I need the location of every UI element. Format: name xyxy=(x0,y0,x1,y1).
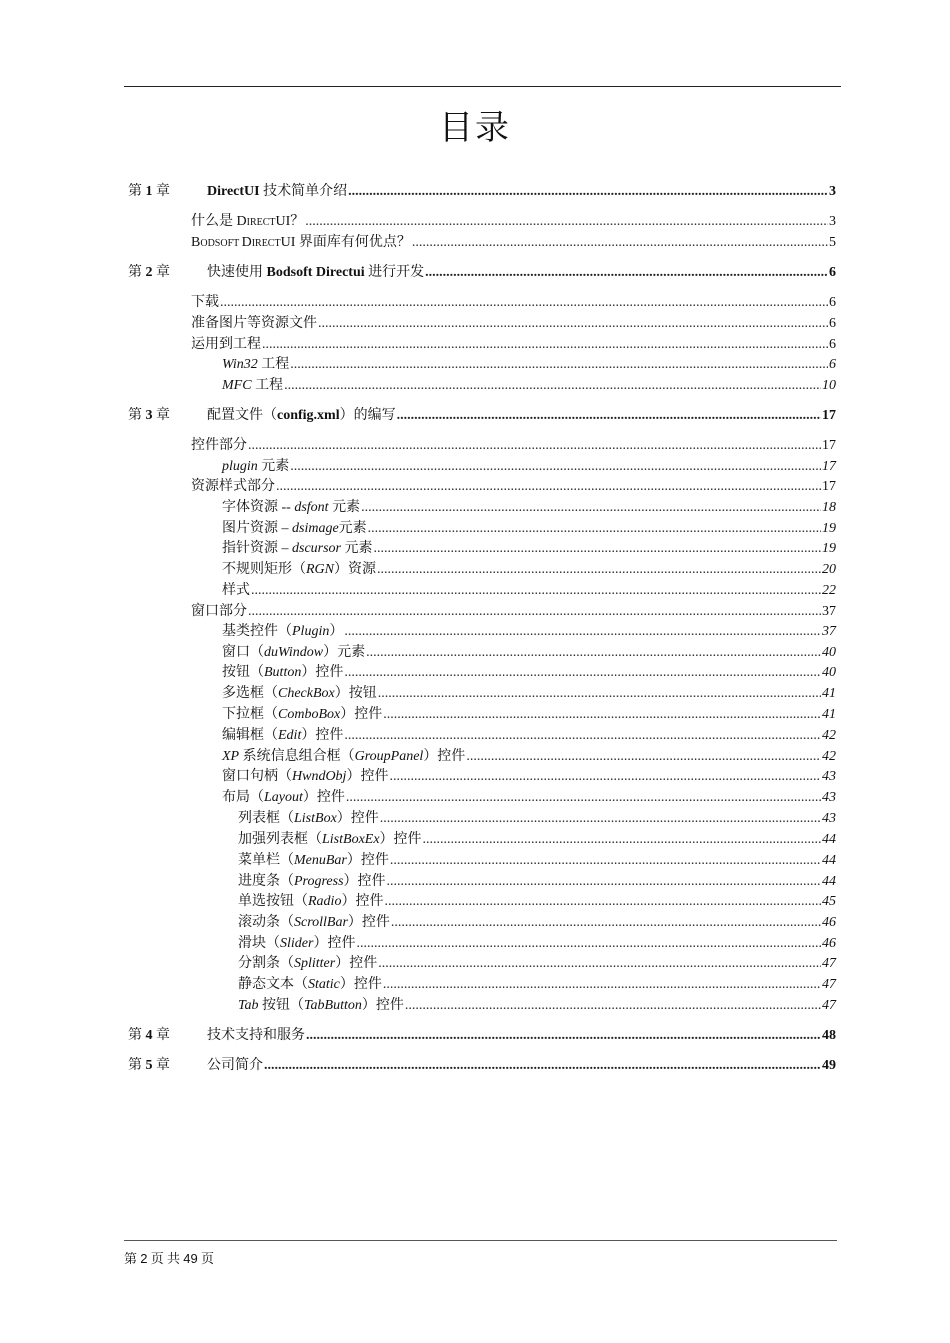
toc-page-number: 44 xyxy=(822,874,836,889)
toc-page-number: 43 xyxy=(822,769,836,784)
toc-page-number: 20 xyxy=(822,562,836,577)
toc-page-number: 43 xyxy=(822,811,836,826)
toc-text-fragment: 编辑框（ xyxy=(222,728,278,743)
toc-text-fragment: 系统信息组合框（ xyxy=(239,749,355,764)
chapter-number: 第 2 章 xyxy=(128,265,170,280)
toc-text-fragment: CheckBox xyxy=(278,686,335,701)
chapter-number: 第 4 章 xyxy=(128,1028,170,1043)
toc-text-fragment: ）控件 xyxy=(313,936,356,951)
toc-text-fragment: ScrollBar xyxy=(294,915,348,930)
footer-rule xyxy=(124,1240,837,1241)
toc-page-number: 48 xyxy=(822,1028,836,1043)
toc-text-fragment: 多选框（ xyxy=(222,686,278,701)
dot-leader xyxy=(405,997,821,1015)
toc-entry[interactable] xyxy=(238,997,836,1015)
toc-page-number: 45 xyxy=(822,894,836,909)
toc-text-fragment: 技术支持和服务 xyxy=(207,1028,305,1043)
toc-page-number: 19 xyxy=(822,521,836,536)
toc-text-fragment: ）控件 xyxy=(302,790,345,805)
toc-entry-label xyxy=(128,183,347,201)
toc-page-number: 41 xyxy=(822,707,836,722)
toc-page-number: 6 xyxy=(829,357,836,372)
dot-leader xyxy=(466,748,821,766)
toc-entry[interactable] xyxy=(191,336,836,354)
toc-entry-label xyxy=(128,407,396,425)
dot-leader xyxy=(361,499,821,517)
dot-leader xyxy=(391,914,821,932)
toc-text-fragment: ）控件 xyxy=(339,977,382,992)
toc-text-fragment: MenuBar xyxy=(294,853,347,868)
toc-page-number: 10 xyxy=(822,378,836,393)
toc-page-number: 6 xyxy=(829,316,836,331)
toc-entry[interactable] xyxy=(238,831,836,849)
toc-entry-label xyxy=(222,561,376,579)
toc-entry[interactable] xyxy=(238,873,836,891)
toc-entry-label xyxy=(191,336,261,354)
toc-text-fragment: 进行开发 xyxy=(364,265,425,280)
toc-page-number: 6 xyxy=(829,295,836,310)
toc-entry-label xyxy=(222,727,343,745)
footer-suffix: 页 xyxy=(197,1251,214,1266)
dot-leader xyxy=(389,768,821,786)
toc-text-fragment: ） xyxy=(329,624,344,639)
toc-text-fragment: ）控件 xyxy=(335,956,378,971)
toc-text-fragment: 图片资源 xyxy=(222,521,282,536)
toc-text-fragment: 按钮（ xyxy=(258,998,305,1013)
chapter-number: 第 3 章 xyxy=(128,408,170,423)
toc-page-number: 42 xyxy=(822,749,836,764)
toc-page-number: 41 xyxy=(822,686,836,701)
dot-leader xyxy=(262,336,828,354)
toc-page-number: 17 xyxy=(822,408,836,423)
toc-text-fragment: Bodsoft Directui xyxy=(266,265,365,280)
toc-chapter-entry[interactable] xyxy=(128,264,836,282)
toc-text-fragment: Tab xyxy=(238,998,259,1013)
toc-page-number: 40 xyxy=(822,645,836,660)
toc-text-fragment: RGN xyxy=(306,562,334,577)
toc-text-fragment: ）控件 xyxy=(301,665,344,680)
toc-text-fragment: ）控件 xyxy=(346,769,389,784)
toc-entry-label xyxy=(238,976,382,994)
toc-text-fragment: config.xml xyxy=(277,408,340,423)
page-title: 目录 xyxy=(439,110,511,147)
toc-text-fragment: duWindow xyxy=(264,645,324,660)
toc-text-fragment: – dscursor xyxy=(281,541,342,556)
toc-entry-label xyxy=(222,685,377,703)
dot-leader xyxy=(366,644,821,662)
toc-text-fragment: 工程 xyxy=(251,378,284,393)
toc-text-fragment: HwndObj xyxy=(292,769,347,784)
toc-entry[interactable] xyxy=(222,623,836,641)
toc-entry-label xyxy=(222,377,283,395)
dot-leader xyxy=(387,873,821,891)
dot-leader xyxy=(378,955,821,973)
toc-text-fragment: 按钮（ xyxy=(222,665,264,680)
toc-entry-label xyxy=(191,478,275,496)
toc-text-fragment: ）控件 xyxy=(336,811,379,826)
toc-entry-label xyxy=(222,458,289,476)
toc-entry[interactable] xyxy=(238,914,836,932)
dot-leader xyxy=(374,540,821,558)
toc-text-fragment: UI 界面库有何优点？ xyxy=(280,235,411,250)
toc-text-fragment: MFC xyxy=(222,378,252,393)
dot-leader xyxy=(290,356,828,374)
toc-text-fragment: 窗口部分 xyxy=(191,604,247,619)
toc-text-fragment: 什么是 D xyxy=(191,214,247,229)
dot-leader xyxy=(276,478,821,496)
toc-page-number: 6 xyxy=(829,265,836,280)
toc-page-number: 17 xyxy=(822,438,836,453)
toc-text-fragment: Static xyxy=(308,977,340,992)
toc-page-number: 6 xyxy=(829,337,836,352)
toc-entry[interactable] xyxy=(222,582,836,600)
toc-text-fragment: ODSOFT xyxy=(200,238,242,249)
toc-entry-label xyxy=(222,499,360,517)
toc-entry-label xyxy=(222,789,345,807)
toc-text-fragment: 列表框（ xyxy=(238,811,294,826)
toc-entry[interactable] xyxy=(222,789,836,807)
footer-middle: 页 共 xyxy=(147,1251,184,1266)
dot-leader xyxy=(348,183,828,201)
toc-entry-label xyxy=(128,264,424,282)
toc-chapter-entry[interactable] xyxy=(128,1027,836,1045)
toc-text-fragment: ）控件 xyxy=(423,749,466,764)
toc-page-number: 46 xyxy=(822,915,836,930)
toc-entry-label xyxy=(238,873,386,891)
toc-text-fragment: ComboBox xyxy=(278,707,341,722)
dot-leader xyxy=(384,893,821,911)
toc-entry-label xyxy=(238,831,422,849)
toc-entry[interactable] xyxy=(222,458,836,476)
toc-text-fragment: ）控件 xyxy=(379,832,422,847)
toc-text-fragment: 字体资源 xyxy=(222,500,282,515)
toc-text-fragment: ）控件 xyxy=(343,874,386,889)
toc-entry[interactable] xyxy=(238,935,836,953)
toc-entry-label xyxy=(222,540,373,558)
toc-entry[interactable] xyxy=(222,706,836,724)
toc-page-number: 47 xyxy=(822,977,836,992)
toc-text-fragment: ）元素 xyxy=(323,645,366,660)
chapter-number: 第 1 章 xyxy=(128,184,170,199)
toc-text-fragment: Radio xyxy=(308,894,342,909)
footer-prefix: 第 xyxy=(124,1251,141,1266)
toc-text-fragment: ）的编写 xyxy=(339,408,396,423)
toc-entry[interactable] xyxy=(222,540,836,558)
toc-entry[interactable] xyxy=(222,499,836,517)
dot-leader xyxy=(412,234,828,252)
toc-entry[interactable] xyxy=(222,356,836,374)
toc-entry-label xyxy=(128,1057,263,1075)
toc-entry-label xyxy=(222,644,365,662)
toc-entry-label xyxy=(191,603,247,621)
dot-leader xyxy=(220,294,828,312)
toc-text-fragment: XP xyxy=(222,749,240,764)
dot-leader xyxy=(397,407,821,425)
toc-page-number: 17 xyxy=(822,459,836,474)
toc-entry-label xyxy=(238,955,377,973)
toc-text-fragment: 公司简介 xyxy=(207,1058,263,1073)
toc-text-fragment: 控件部分 xyxy=(191,438,247,453)
toc-text-fragment: 进度条（ xyxy=(238,874,294,889)
toc-text-fragment: 菜单栏（ xyxy=(238,853,294,868)
toc-entry[interactable] xyxy=(238,955,836,973)
toc-entry[interactable] xyxy=(222,748,836,766)
dot-leader xyxy=(344,727,821,745)
toc-page-number: 22 xyxy=(822,583,836,598)
dot-leader xyxy=(344,623,821,641)
toc-page-number: 19 xyxy=(822,541,836,556)
footer-current-page: 2 xyxy=(140,1251,148,1266)
toc-text-fragment: 样式 xyxy=(222,583,250,598)
toc-entry-label xyxy=(222,748,465,766)
toc-page-number: 17 xyxy=(822,479,836,494)
toc-text-fragment: 单选按钮（ xyxy=(238,894,308,909)
toc-page-number: 49 xyxy=(822,1058,836,1073)
toc-entry-label xyxy=(128,1027,305,1045)
toc-entry[interactable] xyxy=(191,213,836,232)
toc-text-fragment: 布局（ xyxy=(222,790,264,805)
chapter-number: 第 5 章 xyxy=(128,1058,170,1073)
toc-text-fragment: ）控件 xyxy=(340,707,383,722)
toc-text-fragment: IRECT xyxy=(251,238,281,249)
toc-entry-label xyxy=(238,893,383,911)
toc-text-fragment: ）控件 xyxy=(347,915,390,930)
footer-total-pages: 49 xyxy=(183,1251,198,1266)
toc-entry-label xyxy=(191,213,304,232)
toc-text-fragment: ListBox xyxy=(294,811,337,826)
dot-leader xyxy=(390,852,821,870)
toc-text-fragment: 下拉框（ xyxy=(222,707,278,722)
toc-text-fragment: 基类控件（ xyxy=(222,624,292,639)
toc-entry-label xyxy=(222,664,343,682)
toc-text-fragment: B xyxy=(191,235,201,250)
toc-text-fragment: 工程 xyxy=(257,357,290,372)
toc-text-fragment: 运用到工程 xyxy=(191,337,261,352)
toc-entry-label xyxy=(191,234,411,253)
toc-text-fragment: 窗口句柄（ xyxy=(222,769,292,784)
page-footer xyxy=(124,1248,214,1267)
toc-entry[interactable] xyxy=(191,437,836,455)
toc-page-number: 40 xyxy=(822,665,836,680)
toc-entry-label xyxy=(191,315,317,333)
toc-text-fragment: GroupPanel xyxy=(354,749,424,764)
dot-leader xyxy=(356,935,821,953)
toc-entry-label xyxy=(238,997,404,1015)
toc-entry[interactable] xyxy=(222,377,836,395)
toc-chapter-entry[interactable] xyxy=(128,183,836,201)
toc-text-fragment: IRECT xyxy=(246,217,276,228)
toc-text-fragment: UI？ xyxy=(275,214,305,229)
toc-entry-label xyxy=(238,810,379,828)
toc-text-fragment: Splitter xyxy=(294,956,336,971)
dot-leader xyxy=(284,377,821,395)
toc-entry[interactable] xyxy=(222,768,836,786)
dot-leader xyxy=(378,685,821,703)
toc-entry[interactable] xyxy=(222,727,836,745)
toc-text-fragment: Progress xyxy=(294,874,344,889)
toc-entry[interactable] xyxy=(238,852,836,870)
toc-entry-label xyxy=(238,935,355,953)
toc-text-fragment: 下载 xyxy=(191,295,219,310)
toc-text-fragment: Slider xyxy=(280,936,314,951)
toc-entry-label xyxy=(191,294,219,312)
toc-page-number: 5 xyxy=(829,235,836,250)
toc-text-fragment: ）按钮 xyxy=(334,686,377,701)
dot-leader xyxy=(380,810,821,828)
toc-text-fragment: 加强列表框（ xyxy=(238,832,322,847)
dot-leader xyxy=(383,976,821,994)
toc-text-fragment: 分割条（ xyxy=(238,956,294,971)
toc-page-number: 47 xyxy=(822,998,836,1013)
toc-entry[interactable] xyxy=(222,685,836,703)
toc-entry[interactable] xyxy=(222,561,836,579)
toc-page-number: 43 xyxy=(822,790,836,805)
dot-leader xyxy=(318,315,828,333)
toc-entry-label xyxy=(222,623,343,641)
toc-text-fragment: 滑块（ xyxy=(238,936,280,951)
toc-text-fragment: 滚动条（ xyxy=(238,915,294,930)
toc-text-fragment: ListBoxEx xyxy=(322,832,380,847)
toc-text-fragment: 准备图片等资源文件 xyxy=(191,316,317,331)
toc-text-fragment: 不规则矩形（ xyxy=(222,562,306,577)
toc-text-fragment: 元素 xyxy=(328,500,361,515)
toc-entry[interactable] xyxy=(238,810,836,828)
dot-leader xyxy=(377,561,821,579)
toc-page-number: 37 xyxy=(822,624,836,639)
dot-leader xyxy=(383,706,821,724)
toc-entry-label xyxy=(191,437,247,455)
dot-leader xyxy=(423,831,821,849)
toc-entry-label xyxy=(238,914,390,932)
toc-text-fragment: 窗口（ xyxy=(222,645,264,660)
toc-entry-label xyxy=(222,706,382,724)
toc-text-fragment: Edit xyxy=(278,728,302,743)
toc-text-fragment: 配置文件（ xyxy=(207,408,277,423)
toc-page-number: 42 xyxy=(822,728,836,743)
toc-text-fragment: Win32 xyxy=(222,357,258,372)
dot-leader xyxy=(306,1027,821,1045)
dot-leader xyxy=(305,213,828,231)
toc-text-fragment: 元素 xyxy=(341,541,373,556)
toc-text-fragment: -- dsfont xyxy=(281,500,329,515)
toc-text-fragment: 指针资源 xyxy=(222,541,282,556)
toc-page-number: 18 xyxy=(822,500,836,515)
toc-entry[interactable] xyxy=(191,315,836,333)
dot-leader xyxy=(248,603,821,621)
toc-entry[interactable] xyxy=(222,644,836,662)
toc-entry[interactable] xyxy=(191,294,836,312)
toc-page-number: 3 xyxy=(829,184,836,199)
toc-page-number: 46 xyxy=(822,936,836,951)
toc-page-number: 44 xyxy=(822,832,836,847)
toc-text-fragment: ）控件 xyxy=(361,998,404,1013)
toc-text-fragment: ）控件 xyxy=(301,728,344,743)
toc-entry-label xyxy=(238,852,389,870)
toc-entry-label xyxy=(222,768,388,786)
toc-page-number: 3 xyxy=(829,214,836,229)
dot-leader xyxy=(290,458,821,476)
dot-leader xyxy=(368,520,821,538)
toc-text-fragment: 元素 xyxy=(338,521,367,536)
toc-entry[interactable] xyxy=(191,603,836,621)
toc-page-number: 44 xyxy=(822,853,836,868)
toc-text-fragment: ）资源 xyxy=(334,562,376,577)
toc-text-fragment: TabButton xyxy=(304,998,362,1013)
toc-text-fragment: 资源样式部分 xyxy=(191,479,275,494)
dot-leader xyxy=(344,664,821,682)
toc-page-number: 37 xyxy=(822,604,836,619)
toc-text-fragment: 快速使用 xyxy=(207,265,267,280)
toc-text-fragment: DirectUI xyxy=(207,184,260,199)
toc-text-fragment: – dsimage xyxy=(281,521,339,536)
toc-entry[interactable] xyxy=(238,976,836,994)
toc-entry[interactable] xyxy=(222,520,836,538)
toc-text-fragment: Layout xyxy=(264,790,303,805)
toc-entry[interactable] xyxy=(191,478,836,496)
toc-text-fragment: plugin xyxy=(222,459,258,474)
dot-leader xyxy=(346,789,821,807)
toc-text-fragment: 静态文本（ xyxy=(238,977,308,992)
toc-entry[interactable] xyxy=(238,893,836,911)
toc-text-fragment: D xyxy=(241,235,252,250)
toc-entry-label xyxy=(222,520,367,538)
dot-leader xyxy=(264,1057,821,1075)
toc-chapter-entry[interactable] xyxy=(128,407,836,425)
toc-entry[interactable] xyxy=(222,664,836,682)
toc-text-fragment: 技术简单介绍 xyxy=(259,184,348,199)
toc-entry-label xyxy=(222,582,250,600)
toc-text-fragment: 元素 xyxy=(257,459,290,474)
dot-leader xyxy=(251,582,821,600)
toc-chapter-entry[interactable] xyxy=(128,1057,836,1075)
toc-text-fragment: ）控件 xyxy=(341,894,384,909)
toc-page-number: 47 xyxy=(822,956,836,971)
toc-text-fragment: Button xyxy=(264,665,302,680)
toc-entry[interactable] xyxy=(191,234,836,253)
toc-text-fragment: Plugin xyxy=(292,624,330,639)
toc-entry-label xyxy=(222,356,289,374)
dot-leader xyxy=(248,437,821,455)
dot-leader xyxy=(425,264,828,282)
toc-text-fragment: ）控件 xyxy=(346,853,389,868)
